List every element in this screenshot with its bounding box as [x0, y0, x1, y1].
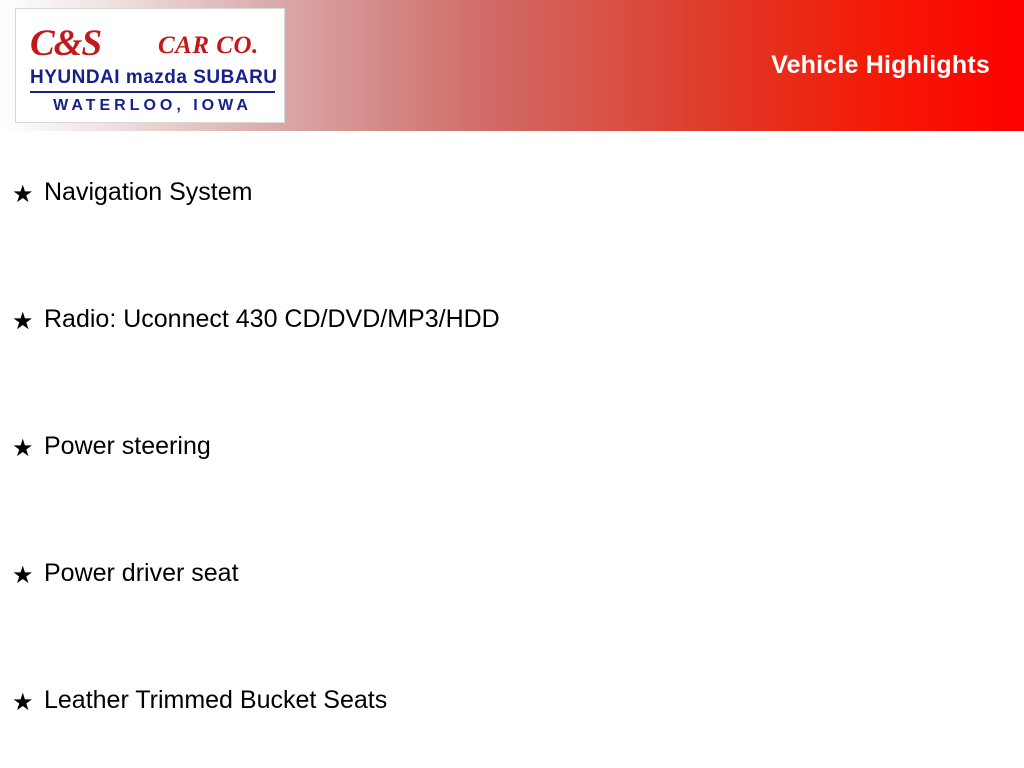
star-icon: ★ [12, 308, 34, 335]
logo-brands: HYUNDAI mazda SUBARU [30, 67, 278, 88]
list-item [0, 175, 1024, 302]
logo-city: WATERLOO, IOWA [53, 97, 252, 114]
list-item-label: Power driver seat [44, 559, 239, 587]
slide-header-banner [0, 0, 1024, 131]
star-icon: ★ [12, 689, 34, 716]
list-item [0, 302, 1024, 429]
logo-wordmark [30, 24, 272, 64]
list-item [0, 683, 1024, 768]
list-item-label: Leather Trimmed Bucket Seats [44, 686, 388, 714]
list-item [0, 556, 1024, 683]
star-icon: ★ [12, 181, 34, 208]
list-item-label: Radio: Uconnect 430 CD/DVD/MP3/HDD [44, 305, 500, 333]
dealer-logo [15, 8, 285, 123]
logo-divider [30, 91, 275, 93]
logo-name-sub: CAR CO. [158, 32, 259, 59]
list-item [0, 429, 1024, 556]
page-title: Vehicle Highlights [771, 51, 990, 79]
list-item-label: Navigation System [44, 178, 253, 206]
list-item-label: Power steering [44, 432, 211, 460]
logo-name-main: C&S [30, 23, 102, 64]
vehicle-highlights-list [0, 131, 1024, 768]
star-icon: ★ [12, 562, 34, 589]
star-icon: ★ [12, 435, 34, 462]
